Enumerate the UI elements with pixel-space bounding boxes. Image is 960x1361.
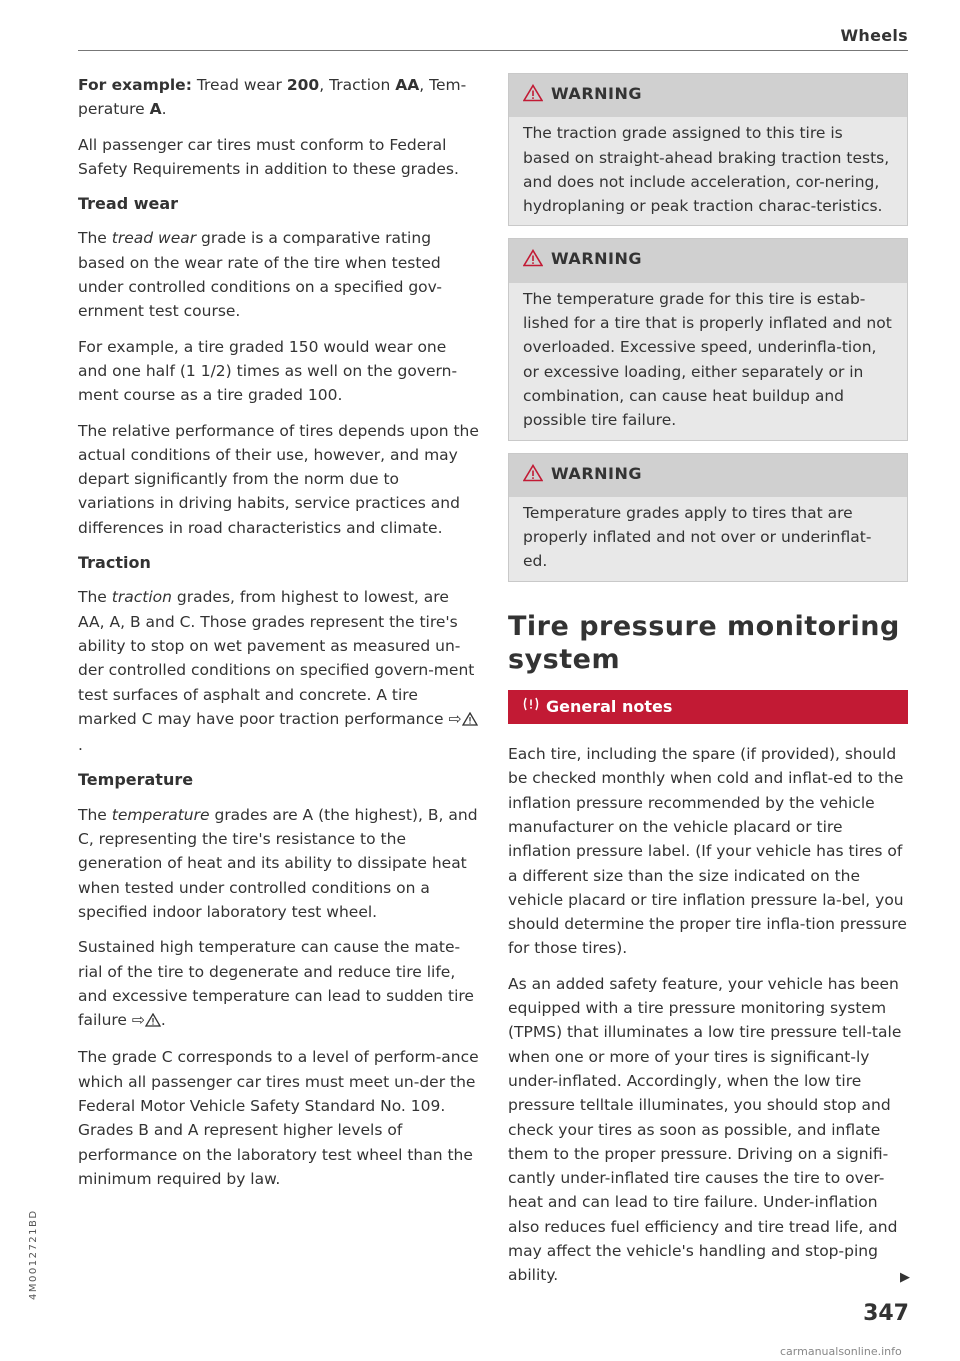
warning-title-text: WARNING — [551, 249, 642, 269]
traction-paragraph — [78, 585, 480, 757]
temperature-paragraph — [78, 803, 480, 924]
example-text-1: Tread wear — [191, 76, 287, 94]
warning-title-text: WARNING — [551, 84, 642, 103]
tread-wear-paragraph — [78, 226, 480, 323]
arrow-right-icon[interactable]: ⇨ — [448, 709, 462, 728]
warning-icon — [523, 249, 543, 274]
warning-title-text: WARNING — [551, 463, 642, 483]
traction-end: . — [78, 736, 83, 755]
example-value-1: 200 — [286, 76, 320, 94]
warning-icon[interactable] — [462, 709, 478, 733]
grade-c-paragraph: The grade C corresponds to a level of perform-ance which all passenger car tires must meet un-der the Federal Motor Vehicle Safety Standard No. 109. Grades B and A represent higher levels of performance on the laboratory test wheel than the minimum required by law. — [78, 1048, 479, 1188]
example-value-2: AA — [395, 76, 420, 94]
sustained-text: Sustained high temperature can cause the mate-rial of the tire to degenerate and reduce tire life, and excessive temperature can lead to sudden tire failure — [78, 938, 474, 1030]
arrow-right-icon[interactable]: ⇨ — [131, 1011, 145, 1030]
warning-body: The traction grade assigned to this tire is based on straight-ahead braking traction tests, and does not include acceleration, cor-nering, hydroplaning or peak traction charac-teristics. — [509, 117, 907, 225]
tread-wear-heading: Tread wear — [78, 194, 179, 214]
left-column — [78, 73, 480, 1202]
traction-pre: The — [78, 588, 112, 607]
warning-box — [508, 73, 908, 226]
example-text-2: , Traction — [319, 76, 396, 94]
traction-heading: Traction — [78, 553, 151, 573]
sustained-paragraph — [78, 935, 480, 1034]
sustained-end: . — [160, 1011, 166, 1030]
temp-post: grades are A (the highest), B, and C, representing the tire's resistance to the generation of heat and its ability to dissipate heat when tested under controlled conditions on a specified indoor laboratory test wheel. — [78, 805, 478, 921]
warning-icon[interactable] — [145, 1010, 161, 1034]
example-value-3: A — [149, 100, 162, 119]
general-notes-text: General notes — [546, 696, 673, 716]
traction-em: traction — [111, 588, 172, 607]
warning-box — [508, 453, 908, 582]
tread-post: grade is a comparative rating based on the wear rate of the tire when tested under controlled conditions on a specified gov-ernment test course. — [78, 229, 443, 321]
section-title: Wheels — [840, 26, 908, 45]
warning-title — [509, 74, 907, 117]
warning-body: The temperature grade for this tire is estab-lished for a tire that is properly inflated and not overloaded. Excessive speed, underinfla-tion, or excessive loading, either separately or in combination, can cause heat buildup and possible tire failure. — [509, 283, 907, 440]
temp-em: temperature — [111, 805, 210, 824]
warning-title — [509, 454, 907, 497]
example-text-4: . — [161, 100, 167, 119]
warning-box — [508, 238, 908, 440]
footer-watermark: carmanualsonline.info — [780, 1345, 902, 1358]
safety-feature-paragraph: As an added safety feature, your vehicle has been equipped with a tire pressure monitoring system (TPMS) that illuminates a low tire pressure tell-tale when one or more of your tires is significant-ly under-inflated. Accordingly, when the low tire pressure telltale illuminates, you should stop and check your tires as soon as possible, and inflate them to the proper pressure. Driving on a signifi-cantly under-inflated tire causes the tire to over-heat and can lead to tire failure. Under-inflation also reduces fuel efficiency and tire tread life, and may affect the vehicle's handling and stop-ping ability. — [508, 974, 902, 1285]
tread-relative-paragraph: The relative performance of tires depends upon the actual conditions of their use, however, and may depart significantly from the norm due to variations in driving habits, service practices and differences in road characteristics and climate. — [78, 421, 479, 537]
temp-pre: The — [78, 805, 112, 824]
page-number: 347 — [863, 1301, 909, 1326]
document-code: 4M0012721BD — [28, 1209, 39, 1300]
example-text-3: , Tem-perature — [78, 76, 467, 119]
each-tire-paragraph: Each tire, including the spare (if provided), should be checked monthly when cold and inflat-ed to the inflation pressure recommended by the vehicle manufacturer on the vehicle placard or tire inflation pressure label. (If your vehicle has tires of a different size than the size indicated on the vehicle placard or tire inflation pressure la-bel, you should determine the proper tire infla-tion pressure for those tires). — [508, 745, 907, 958]
header-rule — [78, 50, 908, 51]
tread-example-paragraph: For example, a tire graded 150 would wear one and one half (1 1/2) times as well on the govern-ment course as a tire graded 100. — [78, 337, 458, 405]
warning-body: Temperature grades apply to tires that are properly inflated and not over or underinflat-ed. — [509, 497, 907, 581]
tread-em: tread wear — [111, 229, 197, 248]
right-column — [508, 73, 908, 1299]
tpms-heading: Tire pressure monitoring system — [508, 610, 900, 675]
example-label: For example: — [78, 76, 192, 94]
warning-title — [509, 239, 907, 282]
temperature-heading: Temperature — [78, 770, 194, 790]
tread-pre: The — [78, 229, 112, 248]
example-paragraph — [78, 73, 480, 122]
general-notes-bar — [508, 690, 908, 724]
continue-arrow-icon[interactable]: ▶ — [900, 1270, 910, 1285]
tpms-icon — [522, 695, 540, 719]
warning-icon — [523, 464, 543, 489]
traction-post: grades, from highest to lowest, are AA, A, B and C. Those grades represent the tire's ability to stop on wet pavement as measured un-der controlled conditions on specified govern-ment test surfaces of asphalt and concrete. A tire marked C may have poor traction performance — [78, 588, 475, 728]
conform-paragraph: All passenger car tires must conform to Federal Safety Requirements in addition to these grades. — [78, 135, 459, 178]
warning-icon — [523, 84, 543, 109]
